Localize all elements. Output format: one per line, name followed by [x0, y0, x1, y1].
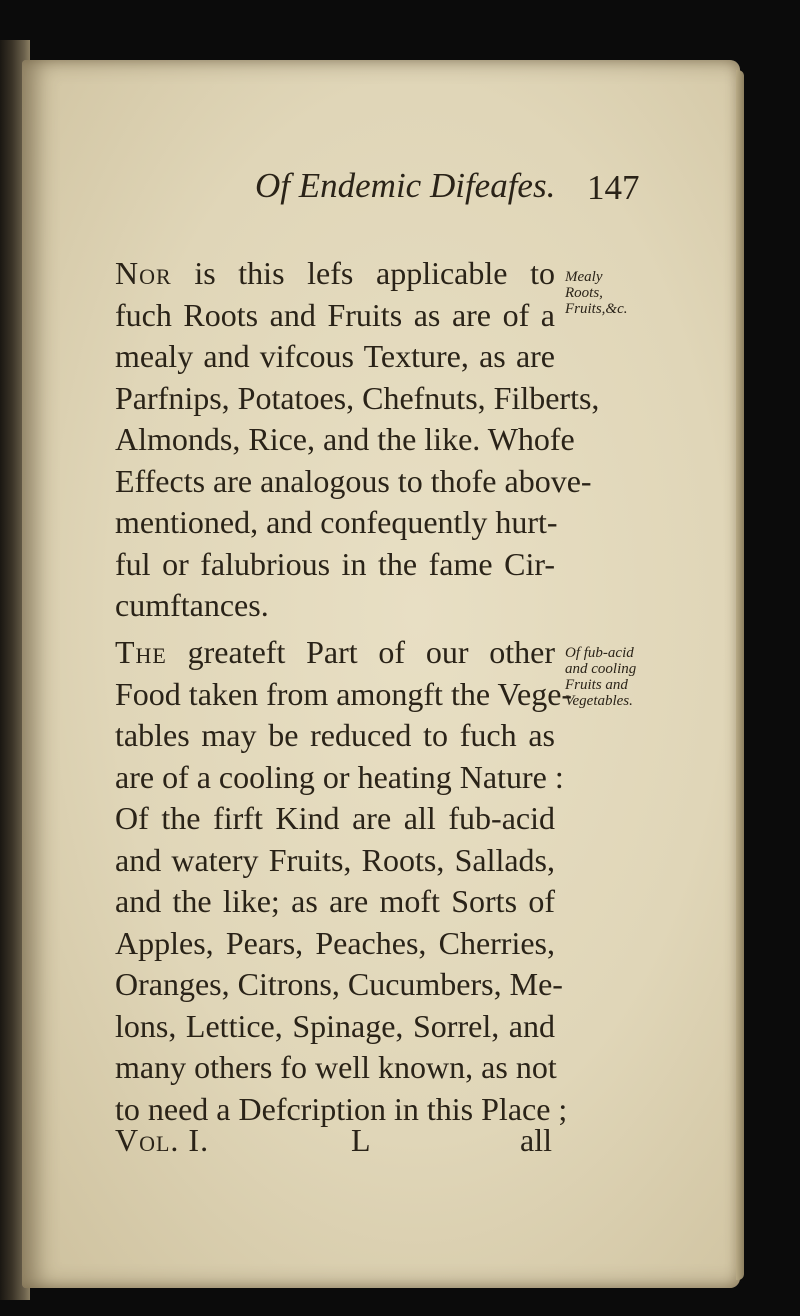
text-line: The greateft Part of our other [115, 634, 556, 670]
margin-note-2 [565, 645, 670, 709]
margin-note-line: Roots, [565, 285, 603, 301]
page-number: 147 [587, 168, 640, 207]
text-line: Of the firft Kind are all fub-acid [115, 800, 555, 836]
text-line: to need a Defcription in this Place ; [115, 1090, 568, 1127]
margin-note-line: Fruits,&c. [565, 301, 628, 317]
text-line: Effects are analogous to thofe above- [115, 462, 592, 499]
page-header [0, 166, 800, 216]
text-line: many others fo well known, as not [115, 1049, 557, 1085]
lead-word: The [115, 634, 167, 670]
text-line: Food taken from amongft the Vege- [115, 675, 573, 712]
text-line: ful or falubrious in the fame Cir- [115, 545, 555, 582]
page-edge [736, 70, 744, 1280]
text-line: fuch Roots and Fruits as are of a [115, 296, 555, 333]
text-line: lons, Lettice, Spinage, Sorrel, and [115, 1007, 555, 1044]
running-title: Of Endemic Difeafes. [255, 166, 556, 205]
margin-note-1 [565, 269, 670, 317]
text-line: Oranges, Citrons, Cucumbers, Me- [115, 966, 563, 1002]
text-line: are of a cooling or heating Nature : [115, 758, 564, 795]
text-line: and the like; as are moft Sorts of [115, 883, 555, 919]
text-line: and watery Fruits, Roots, Sallads, [115, 841, 555, 878]
margin-note-line: and cooling [565, 661, 637, 677]
text-line: Parfnips, Potatoes, Chefnuts, Filberts, [115, 379, 600, 416]
text-line: mentioned, and confequently hurt- [115, 504, 558, 540]
margin-note-line: Vegetables. [565, 693, 633, 709]
volume-mark: Vol. I. [115, 1122, 210, 1158]
margin-note-line: Mealy [565, 269, 603, 285]
lead-word: Nor [115, 255, 172, 291]
text-line: Apples, Pears, Peaches, Cherries, [115, 924, 555, 961]
text-line: cumftances. [115, 587, 269, 623]
paragraph-2 [115, 632, 573, 1130]
text-line: Nor is this lefs applicable to [115, 255, 556, 291]
text-line: Almonds, Rice, and the like. Whofe [115, 421, 575, 457]
margin-note-line: Of fub-acid [565, 645, 634, 661]
signature-mark: L [351, 1122, 371, 1158]
text-line: tables may be reduced to fuch as [115, 717, 555, 753]
margin-note-line: Fruits and [565, 677, 628, 693]
catchword: all [520, 1122, 552, 1158]
text-line: mealy and vifcous Texture, as are [115, 338, 555, 374]
page-footer [115, 1122, 555, 1162]
